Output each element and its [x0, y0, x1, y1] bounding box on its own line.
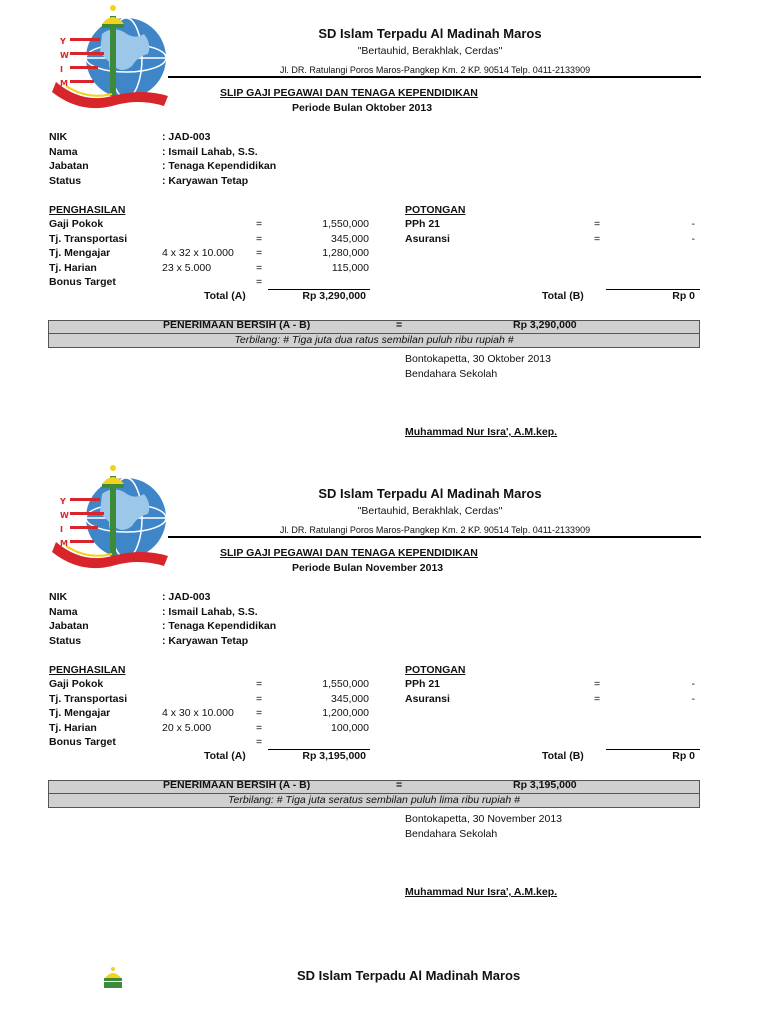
- income-amount: 1,280,000: [322, 247, 369, 259]
- school-address: Jl. DR. Ratulangi Poros Maros-Pangkep Km. 2 KP. 90514 Telp. 0411-2133909: [279, 65, 591, 75]
- income-eq: =: [256, 247, 263, 259]
- income-eq: =: [256, 678, 263, 690]
- info-label-position: Jabatan: [49, 620, 89, 632]
- salary-slip: [0, 460, 768, 930]
- deduction-label: PPh 21: [405, 218, 441, 230]
- svg-text:I: I: [60, 65, 63, 74]
- signature-name: Muhammad Nur Isra', A.M.kep.: [405, 886, 558, 898]
- income-eq: =: [256, 233, 263, 245]
- deduction-label: PPh 21: [405, 678, 441, 690]
- signature-name: Muhammad Nur Isra', A.M.kep.: [405, 426, 558, 438]
- income-amount: 1,200,000: [322, 707, 369, 719]
- info-value-nik: : JAD-003: [162, 131, 211, 143]
- income-label: Tj. Mengajar: [49, 247, 111, 259]
- slip-period: Periode Bulan November 2013: [292, 562, 444, 574]
- deduction-amount: -: [691, 218, 695, 230]
- income-eq: =: [256, 218, 263, 230]
- income-amount: 345,000: [331, 233, 369, 245]
- deduction-eq: =: [594, 233, 601, 245]
- info-label-nik: NIK: [49, 131, 68, 143]
- slip-period: Periode Bulan Oktober 2013: [292, 102, 433, 114]
- net-pay-eq: =: [396, 319, 403, 331]
- school-logo-icon: [52, 464, 170, 570]
- income-label: Tj. Mengajar: [49, 707, 111, 719]
- school-motto: "Bertauhid, Berakhlak, Cerdas": [357, 505, 503, 517]
- svg-text:Y: Y: [60, 497, 66, 506]
- income-calc: 4 x 30 x 10.000: [162, 707, 234, 719]
- total-a-value: Rp 3,290,000: [302, 290, 366, 302]
- svg-text:I: I: [60, 525, 63, 534]
- deduction-header: POTONGAN: [405, 204, 466, 216]
- deduction-eq: =: [594, 693, 601, 705]
- svg-text:W: W: [60, 51, 69, 60]
- school-name: SD Islam Terpadu Al Madinah Maros: [297, 968, 521, 983]
- income-label: Bonus Target: [49, 736, 116, 748]
- svg-text:M: M: [60, 79, 68, 88]
- info-label-position: Jabatan: [49, 160, 89, 172]
- income-header: PENGHASILAN: [49, 204, 126, 216]
- income-eq: =: [256, 693, 263, 705]
- info-label-status: Status: [49, 635, 82, 647]
- income-label: Tj. Transportasi: [49, 693, 128, 705]
- deduction-amount: -: [691, 233, 695, 245]
- signature-role: Bendahara Sekolah: [405, 368, 498, 380]
- info-label-name: Nama: [49, 606, 78, 618]
- info-value-name: : Ismail Lahab, S.S.: [162, 146, 258, 158]
- deduction-eq: =: [594, 678, 601, 690]
- net-pay-eq: =: [396, 779, 403, 791]
- net-pay-amount: Rp 3,195,000: [513, 779, 577, 791]
- info-value-position: : Tenaga Kependidikan: [162, 160, 277, 172]
- info-value-nik: : JAD-003: [162, 591, 211, 603]
- income-amount: 1,550,000: [322, 678, 369, 690]
- total-b-value: Rp 0: [672, 290, 695, 302]
- header-divider: [168, 536, 701, 538]
- deduction-header: POTONGAN: [405, 664, 466, 676]
- income-label: Tj. Transportasi: [49, 233, 128, 245]
- info-value-position: : Tenaga Kependidikan: [162, 620, 277, 632]
- deduction-amount: -: [691, 693, 695, 705]
- income-eq: =: [256, 707, 263, 719]
- info-value-status: : Karyawan Tetap: [162, 175, 249, 187]
- school-motto: "Bertauhid, Berakhlak, Cerdas": [357, 45, 503, 57]
- income-label: Bonus Target: [49, 276, 116, 288]
- net-pay-in-words: Terbilang: # Tiga juta seratus sembilan puluh lima ribu rupiah #: [228, 794, 520, 806]
- info-label-nik: NIK: [49, 591, 68, 603]
- total-b-label: Total (B): [542, 290, 584, 302]
- income-eq: =: [256, 262, 263, 274]
- net-pay-label: PENERIMAAN BERSIH (A - B): [163, 319, 311, 331]
- deduction-label: Asuransi: [405, 233, 450, 245]
- net-pay-amount: Rp 3,290,000: [513, 319, 577, 331]
- signature-place-date: Bontokapetta, 30 November 2013: [405, 813, 563, 825]
- total-a-label: Total (A): [204, 290, 246, 302]
- slip-title: SLIP GAJI PEGAWAI DAN TENAGA KEPENDIDIKAN: [220, 547, 478, 559]
- income-calc: 4 x 32 x 10.000: [162, 247, 234, 259]
- svg-text:Y: Y: [60, 37, 66, 46]
- svg-text:W: W: [60, 511, 69, 520]
- total-b-label: Total (B): [542, 750, 584, 762]
- school-name: SD Islam Terpadu Al Madinah Maros: [318, 486, 542, 501]
- info-label-status: Status: [49, 175, 82, 187]
- income-calc: 23 x 5.000: [162, 262, 212, 274]
- income-label: Gaji Pokok: [49, 218, 104, 230]
- income-eq: =: [256, 722, 263, 734]
- income-eq: =: [256, 276, 263, 288]
- net-pay-in-words: Terbilang: # Tiga juta dua ratus sembilan puluh ribu rupiah #: [234, 334, 514, 346]
- school-address: Jl. DR. Ratulangi Poros Maros-Pangkep Km. 2 KP. 90514 Telp. 0411-2133909: [279, 525, 591, 535]
- deduction-label: Asuransi: [405, 693, 450, 705]
- salary-slip: [0, 0, 768, 470]
- header-divider: [168, 76, 701, 78]
- total-a-value: Rp 3,195,000: [302, 750, 366, 762]
- deduction-amount: -: [691, 678, 695, 690]
- income-label: Tj. Harian: [49, 262, 97, 274]
- income-amount: 100,000: [331, 722, 369, 734]
- school-logo-icon: [52, 4, 170, 110]
- income-amount: 115,000: [331, 262, 369, 274]
- income-label: Gaji Pokok: [49, 678, 104, 690]
- svg-text:M: M: [60, 539, 68, 548]
- info-value-name: : Ismail Lahab, S.S.: [162, 606, 258, 618]
- school-name: SD Islam Terpadu Al Madinah Maros: [318, 26, 542, 41]
- deduction-eq: =: [594, 218, 601, 230]
- income-amount: 345,000: [331, 693, 369, 705]
- income-calc: 20 x 5.000: [162, 722, 212, 734]
- total-b-value: Rp 0: [672, 750, 695, 762]
- info-label-name: Nama: [49, 146, 78, 158]
- income-label: Tj. Harian: [49, 722, 97, 734]
- income-eq: =: [256, 736, 263, 748]
- income-header: PENGHASILAN: [49, 664, 126, 676]
- income-amount: 1,550,000: [322, 218, 369, 230]
- signature-place-date: Bontokapetta, 30 Oktober 2013: [405, 353, 551, 365]
- total-a-label: Total (A): [204, 750, 246, 762]
- info-value-status: : Karyawan Tetap: [162, 635, 249, 647]
- net-pay-label: PENERIMAAN BERSIH (A - B): [163, 779, 311, 791]
- school-logo-icon: [100, 966, 126, 992]
- signature-role: Bendahara Sekolah: [405, 828, 498, 840]
- slip-title: SLIP GAJI PEGAWAI DAN TENAGA KEPENDIDIKAN: [220, 87, 478, 99]
